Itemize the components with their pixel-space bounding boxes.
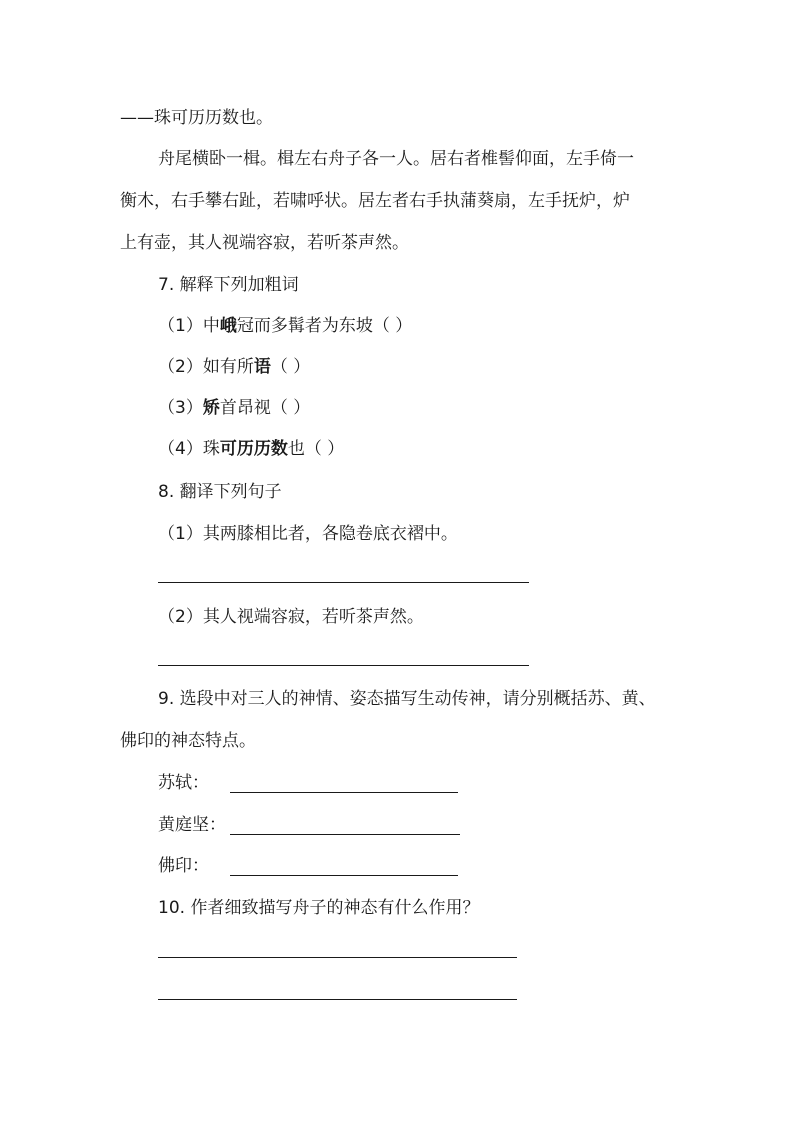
passage-line-1: ——珠可历历数也。 [120, 108, 273, 128]
bold-word: 峨 [219, 316, 237, 336]
item-prefix: （3） [158, 398, 203, 418]
question-7-item-2 [158, 356, 310, 378]
item-prefix: （4）珠 [158, 439, 220, 459]
answer-line[interactable] [230, 792, 458, 793]
question-9-title-line-1: 9. 选段中对三人的神情、姿态描写生动传神，请分别概括苏、黄、 [158, 689, 656, 709]
question-9-title-line-2: 佛印的神态特点。 [120, 731, 256, 751]
passage-line-3: 衡木，右手攀右趾，若啸呼状。居左者右手执蒲葵扇，左手抚炉，炉 [120, 191, 630, 211]
question-7-item-3 [158, 397, 310, 419]
question-8-title: 8. 翻译下列句子 [158, 482, 282, 502]
item-prefix: （2）如有所 [158, 357, 254, 377]
answer-line[interactable] [158, 582, 529, 583]
question-9-label-foyin: 佛印： [158, 856, 209, 876]
question-9-label-su: 苏轼： [158, 773, 209, 793]
bold-word: 矫 [202, 398, 220, 418]
question-10-title: 10. 作者细致描写舟子的神态有什么作用？ [158, 898, 480, 918]
item-suffix: （ ） [270, 357, 311, 377]
passage-line-2: 舟尾横卧一楫。楫左右舟子各一人。居右者椎髻仰面，左手倚一 [158, 149, 634, 169]
question-7-item-1 [158, 315, 412, 337]
bold-word: 语 [253, 357, 271, 377]
question-8-item-1: （1）其两膝相比者，各隐卷底衣褶中。 [158, 524, 458, 544]
bold-word: 可历历数 [219, 439, 288, 459]
answer-line[interactable] [230, 875, 458, 876]
item-suffix: 也（ ） [287, 439, 345, 459]
passage-line-4: 上有壶，其人视端容寂，若听茶声然。 [120, 233, 409, 253]
question-9-label-huang: 黄庭坚： [158, 815, 226, 835]
answer-line[interactable] [230, 834, 460, 835]
answer-line[interactable] [158, 957, 517, 958]
answer-line[interactable] [158, 999, 517, 1000]
item-suffix: 冠而多髯者为东坡（ ） [236, 316, 413, 336]
answer-line[interactable] [158, 665, 529, 666]
item-prefix: （1）中 [158, 316, 220, 336]
question-7-item-4 [158, 438, 344, 460]
question-8-item-2: （2）其人视端容寂，若听茶声然。 [158, 607, 424, 627]
item-suffix: 首昂视（ ） [219, 398, 311, 418]
question-7-title: 7. 解释下列加粗词 [158, 275, 299, 295]
